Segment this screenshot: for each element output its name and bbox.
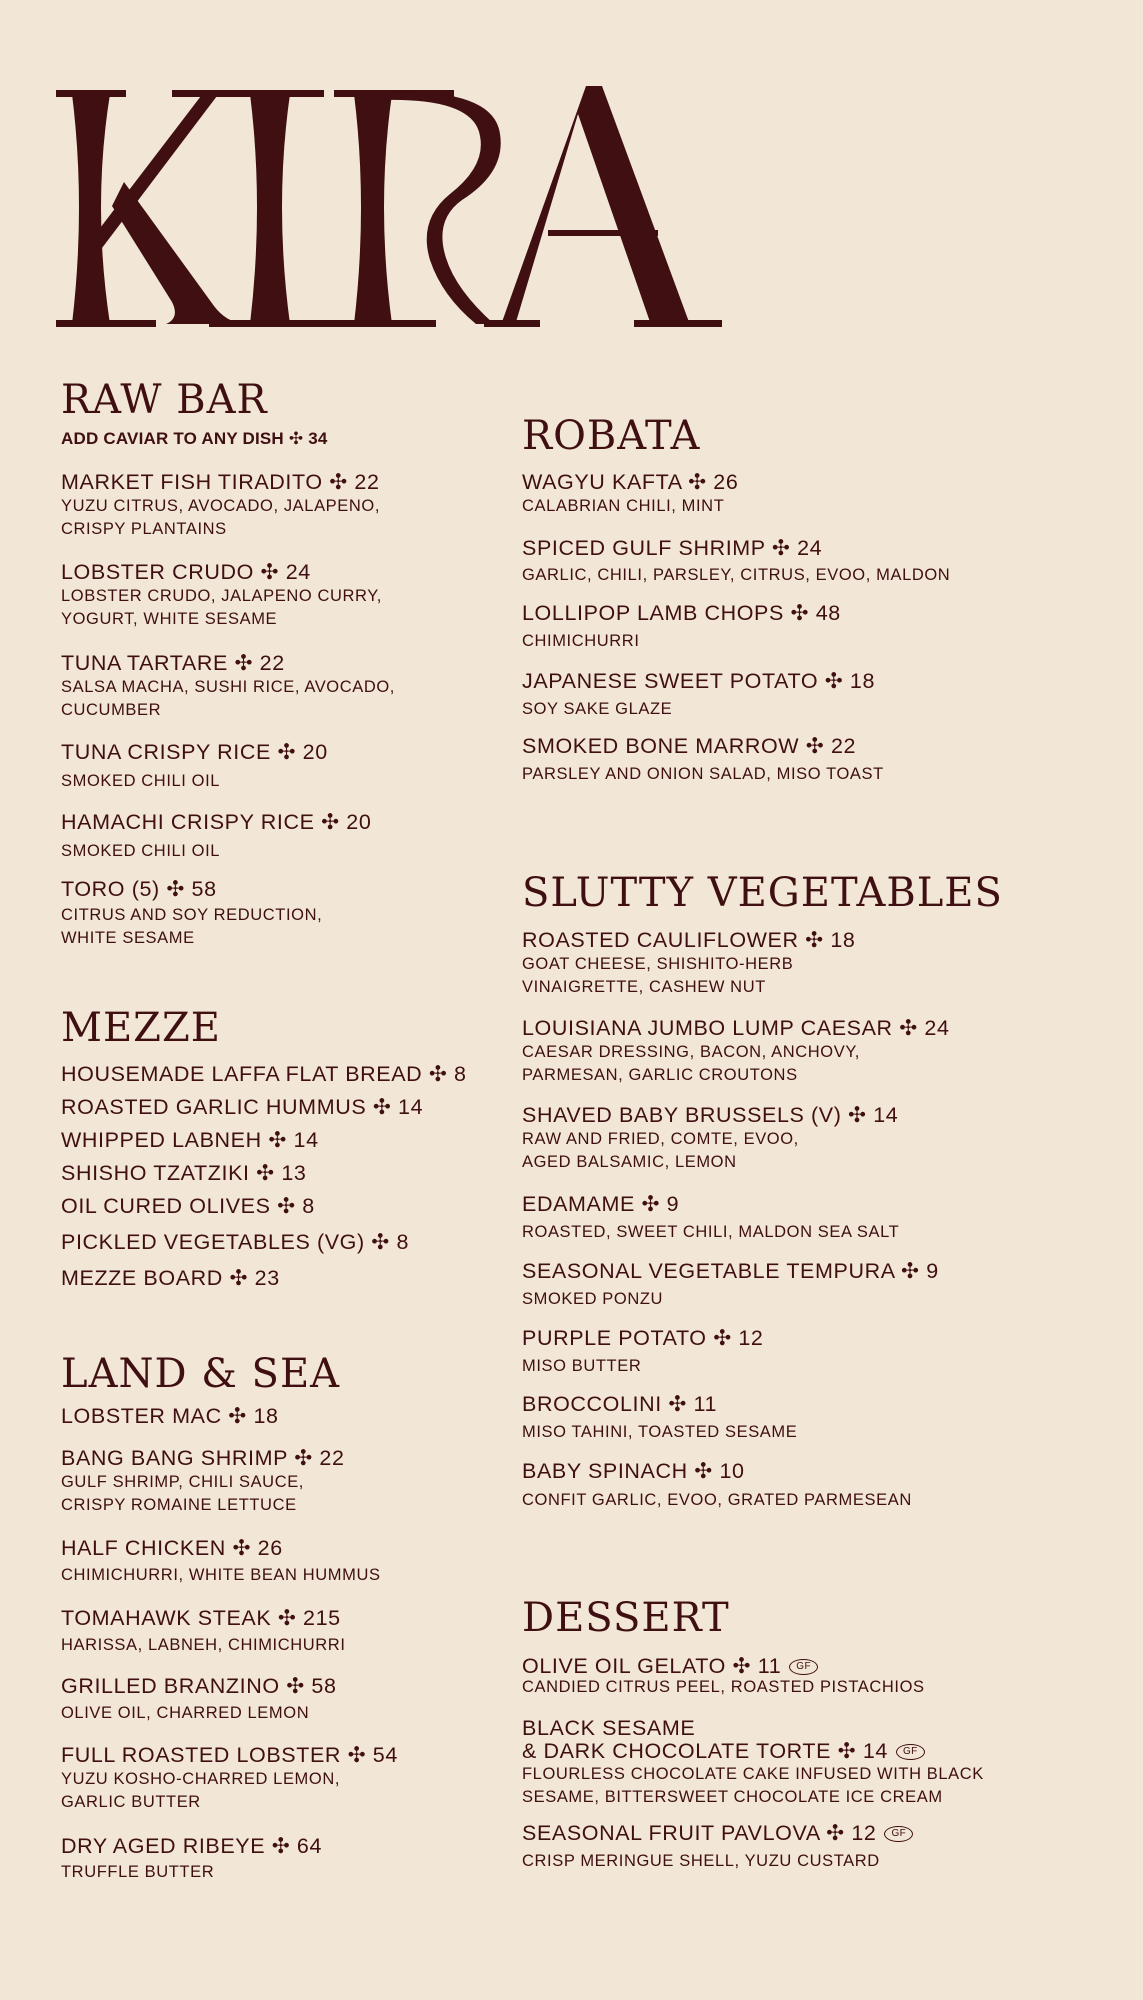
menu-item: EDAMAME ✣ 9 ROASTED, SWEET CHILI, MALDON SEA SALT bbox=[522, 1192, 900, 1241]
menu-item: BABY SPINACH ✣ 10 CONFIT GARLIC, EVOO, GRATED PARMESEAN bbox=[522, 1459, 912, 1509]
caviar-note: ADD CAVIAR TO ANY DISH ✣ 34 bbox=[61, 429, 328, 448]
menu-item: LOLLIPOP LAMB CHOPS ✣ 48 CHIMICHURRI bbox=[522, 601, 841, 650]
menu-item: HALF CHICKEN ✣ 26 CHIMICHURRI, WHITE BEAN HUMMUS bbox=[61, 1536, 381, 1584]
menu-item: TORO (5) ✣ 58 CITRUS AND SOY REDUCTION, WHITE SESAME bbox=[61, 877, 323, 947]
mezze-title: MEZZE bbox=[61, 1005, 221, 1051]
gluten-free-badge: GF bbox=[789, 1659, 818, 1675]
menu-item: MARKET FISH TIRADITO ✣ 22 YUZU CITRUS, AVOCADO, JALAPENO, CRISPY PLANTAINS bbox=[61, 470, 381, 538]
kira-logo bbox=[54, 86, 744, 331]
menu-item: DRY AGED RIBEYE ✣ 64 TRUFFLE BUTTER bbox=[61, 1834, 323, 1881]
menu-item: SHISHO TZATZIKI ✣ 13 bbox=[61, 1161, 307, 1185]
menu-item: SEASONAL VEGETABLE TEMPURA ✣ 9 SMOKED PONZU bbox=[522, 1259, 939, 1308]
menu-item: HAMACHI CRISPY RICE ✣ 20 SMOKED CHILI OIL bbox=[61, 810, 372, 860]
menu-item: GRILLED BRANZINO ✣ 58 OLIVE OIL, CHARRED LEMON bbox=[61, 1674, 337, 1722]
menu-item: PURPLE POTATO ✣ 12 MISO BUTTER bbox=[522, 1326, 764, 1375]
gluten-free-badge: GF bbox=[896, 1744, 925, 1760]
gluten-free-badge: GF bbox=[884, 1826, 913, 1842]
menu-item: MEZZE BOARD ✣ 23 bbox=[61, 1266, 280, 1290]
menu-item: OLIVE OIL GELATO ✣ 11 GF CANDIED CITRUS PEEL, ROASTED PISTACHIOS bbox=[522, 1654, 925, 1696]
slutty-vegetables-title: SLUTTY VEGETABLES bbox=[522, 870, 1003, 916]
raw-bar-title: RAW BAR bbox=[61, 377, 268, 423]
menu-item: LOUISIANA JUMBO LUMP CAESAR ✣ 24 CAESAR DRESSING, BACON, ANCHOVY, PARMESAN, GARLIC CROUTONS bbox=[522, 1016, 950, 1084]
menu-item: WHIPPED LABNEH ✣ 14 bbox=[61, 1128, 319, 1152]
menu-item: SHAVED BABY BRUSSELS (V) ✣ 14 RAW AND FRIED, COMTE, EVOO, AGED BALSAMIC, LEMON bbox=[522, 1103, 899, 1171]
menu-item: LOBSTER CRUDO ✣ 24 LOBSTER CRUDO, JALAPENO CURRY, YOGURT, WHITE SESAME bbox=[61, 560, 382, 628]
menu-item: TOMAHAWK STEAK ✣ 215 HARISSA, LABNEH, CHIMICHURRI bbox=[61, 1606, 346, 1654]
menu-item: TUNA TARTARE ✣ 22 SALSA MACHA, SUSHI RICE, AVOCADO, CUCUMBER bbox=[61, 651, 395, 719]
menu-item: SPICED GULF SHRIMP ✣ 24 GARLIC, CHILI, PARSLEY, CITRUS, EVOO, MALDON bbox=[522, 536, 951, 584]
menu-item: HOUSEMADE LAFFA FLAT BREAD ✣ 8 bbox=[61, 1062, 467, 1086]
menu-item: ROASTED CAULIFLOWER ✣ 18 GOAT CHEESE, SHISHITO-HERB VINAIGRETTE, CASHEW NUT bbox=[522, 928, 856, 996]
menu-item: TUNA CRISPY RICE ✣ 20 SMOKED CHILI OIL bbox=[61, 740, 328, 790]
menu-item: OIL CURED OLIVES ✣ 8 bbox=[61, 1194, 315, 1218]
menu-item: BLACK SESAME & DARK CHOCOLATE TORTE ✣ 14 GF FLOURLESS CHOCOLATE CAKE INFUSED WITH BLACK SESAME, BITTERSWEET CHOCOLATE ICE CREAM bbox=[522, 1716, 984, 1806]
menu-item: WAGYU KAFTA ✣ 26 CALABRIAN CHILI, MINT bbox=[522, 470, 739, 515]
robata-title: ROBATA bbox=[522, 413, 701, 459]
menu-item: BROCCOLINI ✣ 11 MISO TAHINI, TOASTED SESAME bbox=[522, 1392, 798, 1441]
menu-item: ROASTED GARLIC HUMMUS ✣ 14 bbox=[61, 1095, 424, 1119]
menu-item: LOBSTER MAC ✣ 18 bbox=[61, 1404, 279, 1428]
menu-item: SMOKED BONE MARROW ✣ 22 PARSLEY AND ONION SALAD, MISO TOAST bbox=[522, 734, 884, 783]
menu-item: BANG BANG SHRIMP ✣ 22 GULF SHRIMP, CHILI SAUCE, CRISPY ROMAINE LETTUCE bbox=[61, 1446, 345, 1514]
dessert-title: DESSERT bbox=[522, 1595, 730, 1641]
menu-item: SEASONAL FRUIT PAVLOVA ✣ 12 GF CRISP MERINGUE SHELL, YUZU CUSTARD bbox=[522, 1820, 913, 1873]
menu-item: PICKLED VEGETABLES (VG) ✣ 8 bbox=[61, 1230, 410, 1254]
menu-item: FULL ROASTED LOBSTER ✣ 54 YUZU KOSHO-CHARRED LEMON, GARLIC BUTTER bbox=[61, 1743, 398, 1811]
menu-item: JAPANESE SWEET POTATO ✣ 18 SOY SAKE GLAZE bbox=[522, 669, 876, 718]
land-sea-title: LAND & SEA bbox=[61, 1351, 341, 1397]
